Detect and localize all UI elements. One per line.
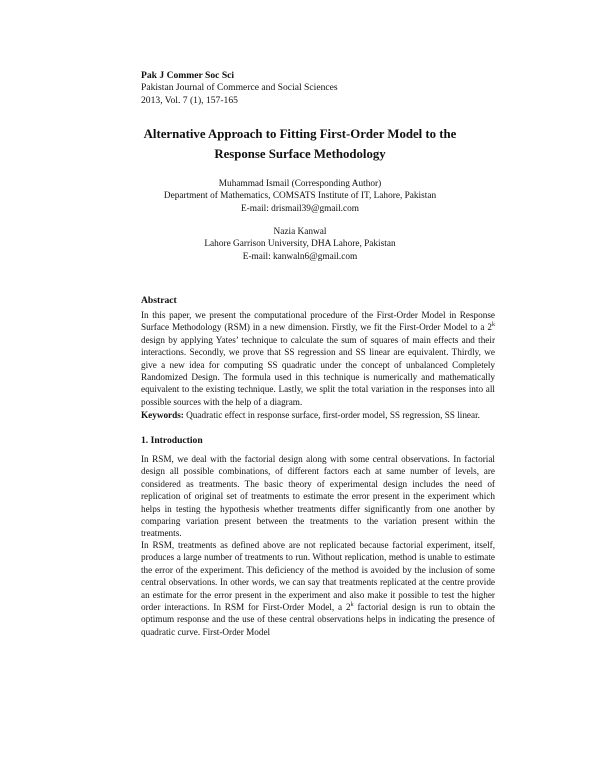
paper-title [100,124,500,164]
journal-issue: 2013, Vol. 7 (1), 157-165 [141,94,238,106]
introduction-heading: 1. Introduction [141,435,203,446]
introduction-paragraph-1: In RSM, we deal with the factorial design along with some central observations. In factorial design all possible combinations, of different factors each at same number of levels, are considered as treatments. The basic theory of experimental design includes the need of replication of original set of treatments to estimate the error present in the experiment which helps in testing the hypothesis whether treatments differ significantly from one another by comparing variation present between the treatments to the variation present within the treatments. [141,454,495,539]
abstract-text-part-2: design by applying Yates’ technique to calculate the sum of squares of main effects and their interactions. Secondly, we prove that SS regression and SS linear are equivalent. Thirdly, we give a new idea for computing SS quadratic under the concept of unbalanced Completely Randomized Design. The formula used in this technique is numerically and mathematically equivalent to the existing technique. Lastly, we split the total variation in the responses into all possible sources with the help of a diagram. [141,334,495,407]
abstract-text-part-1: In this paper, we present the computational procedure of the First-Order Model in Response Surface Methodology (RSM) in a new dimension. Firstly, we fit the First-Order Model to a 2 [141,310,495,333]
intro-para2-part-2: factorial design is run to obtain the optimum response and the use of these central observations helps in indicating the presence of quadratic curve. First-Order Model [141,602,495,637]
journal-name: Pakistan Journal of Commerce and Social Sciences [141,82,338,94]
author-name: Nazia Kanwal [273,227,327,237]
introduction-paragraph-2 [141,539,495,638]
abstract-superscript: k [492,322,495,329]
title-line-2: Response Surface Methodology [214,147,386,161]
author-block-2 [130,226,470,263]
author-name: Muhammad Ismail (Corresponding Author) [218,179,382,189]
abstract-heading: Abstract [141,295,177,306]
author-affiliation: Department of Mathematics, COMSATS Institute of IT, Lahore, Pakistan [163,191,437,202]
keywords-text: Quadratic effect in response surface, first-order model, SS regression, SS linear. [183,410,480,420]
author-block-1 [130,178,470,215]
keywords-label: Keywords: [141,410,184,420]
author-email: E-mail: kanwaln6@gmail.com [242,251,358,262]
intro-para2-superscript: k [350,601,354,608]
title-line-1: Alternative Approach to Fitting First-Order Model to the [143,127,457,141]
intro-para2-part-1: In RSM, treatments as defined above are not replicated because factorial experiment, itself, produces a large number of treatments to run. Without replication, method is unable to estimate the error of the experiment. This deficiency of the method is avoided by the inclusion of some central observations. In other words, we can say that treatments replicated at the centre provide an estimate for the error present in the experiment and also make it possible to test the higher order interactions. In RSM for First-Order Model, a 2 [141,540,495,613]
journal-header [141,70,461,107]
author-email: E-mail: drismail39@gmail.com [240,203,360,214]
journal-abbrev: Pak J Commer Soc Sci [141,70,235,81]
keywords [141,409,495,421]
author-affiliation: Lahore Garrison University, DHA Lahore, Pakistan [204,239,396,250]
abstract-text [141,309,495,408]
